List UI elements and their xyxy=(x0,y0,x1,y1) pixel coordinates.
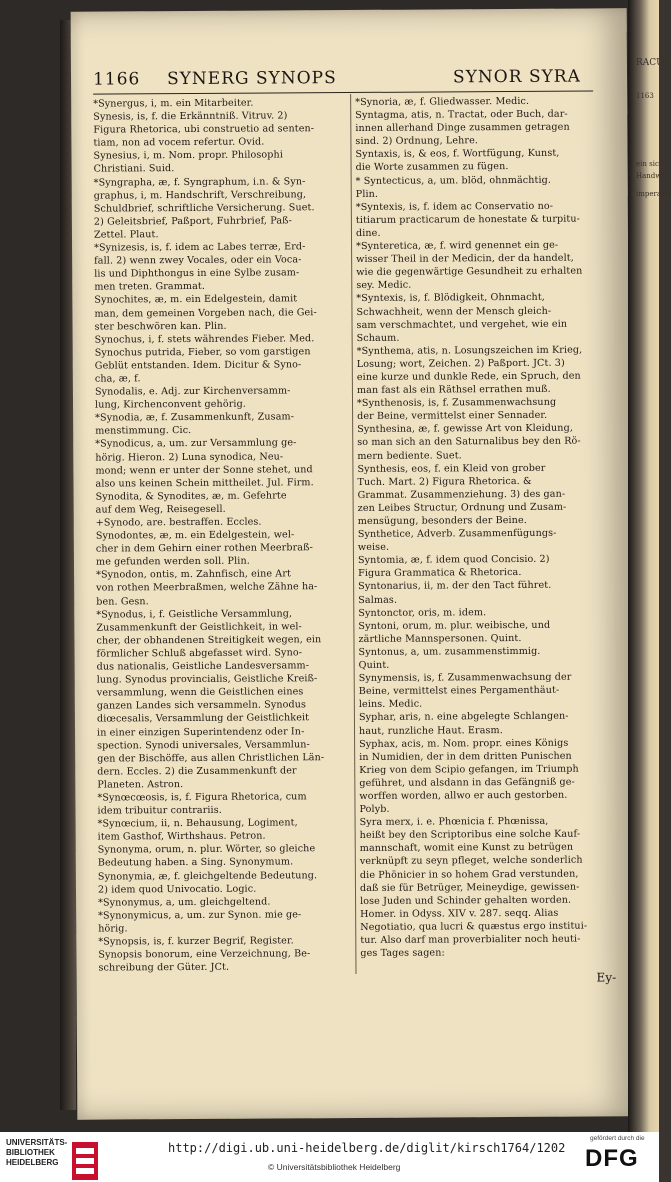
binding-text: RACUS xyxy=(636,58,670,68)
entry-line: gen der Bischöffe, aus allen Christlichen Län- xyxy=(97,751,325,765)
entry-line: Schwachheit, wenn der Mensch gleich- xyxy=(356,305,552,318)
funder-caption: gefördert durch die xyxy=(590,1135,645,1142)
page-number: 1166 xyxy=(92,69,141,90)
entry-line: *Synthenosis, is, f. Zusammenwachsung xyxy=(356,396,557,410)
entry-line: leins. Medic. xyxy=(358,698,423,711)
entry-line: man fast als ein Räthsel errathen muß. xyxy=(356,383,551,397)
entry-line: +Synodo, are. bestraffen. Eccles. xyxy=(95,516,262,529)
entry-line: graphus, i, m. Handschrift, Verschreibung, xyxy=(93,188,307,202)
entry-line: Homer. in Odyss. XIV v. 287. seqq. Alias xyxy=(360,907,559,920)
entry-line: mensügung, besonders der Beine. xyxy=(357,514,527,527)
header-rule xyxy=(93,91,593,95)
entry-line: *Synteretica, æ, f. wird genennet ein ge- xyxy=(356,239,559,253)
entry-line: förmlicher Schluß abgefasset wird. Syno- xyxy=(96,647,303,660)
entry-line: von rothen Meerbraßmen, welche Zähne ha- xyxy=(96,581,318,595)
entry-line: Syntonus, a, um. zusammenstimmig. xyxy=(358,645,541,658)
entry-line: Plin. xyxy=(355,188,379,200)
entry-line: *Synodon, ontis, m. Zahnfisch, eine Art xyxy=(96,568,292,581)
entry-line: ster beschwören kan. Plin. xyxy=(94,320,227,333)
entry-line: Bedeutung haben. a Sing. Synonymum. xyxy=(97,856,294,869)
entry-line: *Synonymicus, a, um. zur Synon. mie ge- xyxy=(98,909,302,922)
entry-line: mern bediente. Suet. xyxy=(357,449,462,462)
entry-line: man, dem gemeinen Vorgeben nach, die Gei- xyxy=(94,306,317,320)
entry-line: ben. Gesn. xyxy=(96,595,149,608)
entry-line: *Syntexis, is, f. Blödigkeit, Ohnmacht, xyxy=(356,292,545,305)
entry-line: Schaum. xyxy=(356,332,400,344)
entry-line: heißt bey den Scriptoribus eine solche Kauf- xyxy=(359,828,581,842)
entry-line: der Beine, vermittelst einer Sennader. xyxy=(357,410,548,423)
entry-line: dern. Eccles. 2) die Zusammenkunft der xyxy=(97,765,297,778)
entry-line: *Synodus, i, f. Geistliche Versammlung, xyxy=(96,608,293,621)
entry-line: dus nationalis, Geistliche Landesversamm- xyxy=(96,660,310,673)
entry-line: *Synodicus, a, um. zur Versammlung ge- xyxy=(95,437,297,451)
library-logo[interactable] xyxy=(6,1138,104,1176)
viewer-footer xyxy=(0,1132,659,1182)
entry-line: titiarum practicarum de honestate & turpitu- xyxy=(355,213,581,226)
entry-line: Synochus, i, f. stets währendes Fieber. Med. xyxy=(94,332,315,346)
entry-line: hörig. xyxy=(98,923,128,935)
entry-line: Christiani. Suid. xyxy=(93,163,175,176)
entry-line: Negotiatio, qua lucri & quæstus ergo institui- xyxy=(360,920,588,933)
entry-line: *Synergus, i, m. ein Mitarbeiter. xyxy=(93,97,254,110)
entry-line: Tuch. Mart. 2) Figura Rhetorica. & xyxy=(357,475,532,488)
entry-line: Synymensis, is, f. Zusammenwachsung der xyxy=(358,671,572,685)
entry-line: diœcesalis, Versammlung der Geistlichkeit xyxy=(96,712,310,725)
entry-line: Synodalis, e. Adj. zur Kirchenversamm- xyxy=(94,385,291,398)
library-mark-icon xyxy=(72,1142,98,1180)
entry-line: Synochites, æ, m. ein Edelgestein, damit xyxy=(94,293,298,306)
entry-line: *Synopsis, is, f. kurzer Begrif, Register. xyxy=(98,935,294,948)
entry-line: zen Leibes Structur, Ordnung und Zusam- xyxy=(357,501,567,514)
entry-line: tur. Also darf man proverbialiter noch heuti- xyxy=(360,933,581,946)
entry-line: lung, Kirchenconvent gehörig. xyxy=(94,398,246,411)
entry-line: Synesis, is, f. die Erkänntniß. Vitruv. 2) xyxy=(93,110,288,123)
entry-line: tiam, non ad vocem refertur. Ovid. xyxy=(93,136,265,149)
entry-line: lung. Synodus provincialis, Geistliche Kreiß- xyxy=(96,673,318,686)
entry-line: Syphax, acis, m. Nom. propr. eines Königs xyxy=(359,737,569,750)
entry-line: *Synoria, æ, f. Gliedwasser. Medic. xyxy=(355,95,530,108)
entry-line: innen allerhand Dinge zusammen getragen xyxy=(355,121,570,135)
entry-line: schreibung der Güter. JCt. xyxy=(98,961,230,974)
entry-line: Syntagma, atis, n. Tractat, oder Buch, dar- xyxy=(355,108,568,122)
entry-line: zärtliche Mannspersonen. Quint. xyxy=(358,632,522,645)
binding-text: 1163 xyxy=(636,92,654,100)
entry-line: me gefunden werden soll. Plin. xyxy=(95,555,250,568)
entry-line: lis und Diphthongus in eine Sylbe zusam- xyxy=(94,267,300,280)
entry-line: auf dem Weg, Reisegesell. xyxy=(95,503,226,516)
entry-line: Synesius, i, m. Nom. propr. Philosophi xyxy=(93,149,284,162)
entry-line: Zusammenkunft der Geistlichkeit, in wel- xyxy=(96,621,302,634)
entry-line: in einer einzigen Superintendenz oder In- xyxy=(96,725,305,739)
catchword: Ey- xyxy=(596,970,617,985)
entry-line: Grammat. Zusammenziehung. 3) des gan- xyxy=(357,488,566,501)
dictionary-page xyxy=(71,8,634,1119)
entry-line: die Worte zusammen zu fügen. xyxy=(355,161,509,174)
entry-line: fall. 2) wenn zwey Vocales, oder ein Voca- xyxy=(94,254,302,267)
entry-line: cha, æ, f. xyxy=(94,373,141,385)
entry-line: * Syntecticus, a, um. blöd, ohnmächtig. xyxy=(355,174,552,187)
binding-text: ein sich xyxy=(636,160,664,168)
entry-line: sam verschmachtet, und vergehet, wie ein xyxy=(356,318,568,331)
entry-line: *Synœcium, ii, n. Behausung, Logiment, xyxy=(97,817,298,830)
entry-line: Syntomia, æ, f. idem quod Concisio. 2) xyxy=(357,554,550,567)
entry-line: haut, runzliche Haut. Erasm. xyxy=(358,724,503,737)
entry-line: item Gasthof, Wirthshaus. Petron. xyxy=(97,830,266,843)
entry-line: ganzen Landes sich versammeln. Synodus xyxy=(96,699,307,712)
entry-line: Beine, vermittelst eines Pergamenthäut- xyxy=(358,684,560,698)
entry-line: Synopsis bonorum, eine Verzeichnung, Be- xyxy=(98,948,311,961)
entry-line: 2) Geleitsbrief, Paßport, Fuhrbrief, Paß- xyxy=(93,215,293,228)
entry-line: worffen worden, allwo er auch gestorben. xyxy=(359,789,568,802)
entry-line: so man sich an den Saturnalibus bey den Rö- xyxy=(357,436,581,449)
entry-line: wisser Theil in der Medicin, der da handelt, xyxy=(356,252,574,266)
entry-line: idem tribuitur contrariis. xyxy=(97,804,222,817)
entry-line: mond; wenn er unter der Sonne stehet, und xyxy=(95,463,313,477)
binding-text: Handw xyxy=(636,172,662,180)
entry-line: Krieg von dem Scipio gefangen, im Triumph xyxy=(359,763,579,776)
left-running-head: SYNERG SYNOPS xyxy=(166,68,337,90)
permalink[interactable]: http://digi.ub.uni-heidelberg.de/diglit/kirsch1764/1202 xyxy=(168,1141,566,1155)
entry-line: Figura Grammatica & Rhetorica. xyxy=(358,567,522,580)
entry-line: in Numidien, der in dem dritten Punischen xyxy=(359,750,572,763)
entry-line: menstimmung. Cic. xyxy=(95,425,192,437)
entry-line: Figura Rhetorica, ubi construetio ad senten- xyxy=(93,123,315,136)
library-name: UNIVERSITÄTS- BIBLIOTHEK HEIDELBERG xyxy=(6,1138,68,1167)
entry-line: die Phönicier in so hohem Grad verstunden, xyxy=(359,868,579,881)
entry-line: Synonymia, æ, f. gleichgeltende Bedeutung. xyxy=(97,869,318,883)
entry-line: wie die gegenwärtige Gesundheit zu erhalten xyxy=(356,265,583,279)
entry-line: eine kurze und dunkle Rede, ein Spruch, den xyxy=(356,370,581,383)
binding-text: imperator xyxy=(636,190,671,198)
entry-line: men treten. Grammat. xyxy=(94,281,206,293)
entry-line: *Syngrapha, æ, f. Syngraphum, i.n. & Syn- xyxy=(93,175,306,189)
entry-line: 2) idem quod Univocatio. Logic. xyxy=(97,883,257,896)
right-column xyxy=(355,94,604,960)
entry-line: Geblüt entstanden. Idem. Dicitur & Syno- xyxy=(94,359,302,372)
entry-line: cher in dem Gehirn einer rothen Meerbraß- xyxy=(95,542,313,555)
entry-line: *Synodia, æ, f. Zusammenkunft, Zusam- xyxy=(95,411,295,424)
entry-line: Synthesis, eos, f. ein Kleid von grober xyxy=(357,462,546,475)
entry-line: Synodita, & Synodites, æ, m. Gefehrte xyxy=(95,490,287,503)
entry-line: Syntoni, orum, m. plur. weibische, und xyxy=(358,619,551,632)
entry-line: spection. Synodi universales, Versammlun- xyxy=(97,738,310,752)
left-column xyxy=(93,96,352,975)
entry-line: sind. 2) Ordnung, Lehre. xyxy=(355,135,479,148)
entry-line: *Synthema, atis, n. Losungszeichen im Krieg, xyxy=(356,344,583,357)
entry-line: *Synonymus, a, um. gleichgeltend. xyxy=(98,896,271,909)
entry-line: *Syntexis, is, f. idem ac Conservatio no- xyxy=(355,200,554,213)
entry-line: daß sie für Betrüger, Meineydige, gewissen- xyxy=(359,881,580,894)
entry-line: mannschaft, womit eine Kunst zu betrügen xyxy=(359,841,574,855)
entry-line: Polyb. xyxy=(359,803,390,816)
entry-line: Planeten. Astron. xyxy=(97,778,184,791)
entry-line: Zettel. Plaut. xyxy=(93,229,159,241)
next-page-edge xyxy=(628,0,671,1132)
entry-line: *Synœcœosis, is, f. Figura Rhetorica, cum xyxy=(97,791,307,804)
entry-line: Synodontes, æ, m. ein Edelgestein, wel- xyxy=(95,529,295,542)
entry-line: dine. xyxy=(355,227,381,239)
entry-line: Synochus putrida, Fieber, so vom garstigen xyxy=(94,346,311,359)
entry-line: Synthetice, Adverb. Zusammenfügungs- xyxy=(357,527,557,541)
entry-line: Syntonctor, oris, m. idem. xyxy=(358,606,487,619)
entry-line: ges Tages sagen: xyxy=(360,947,445,960)
dfg-logo[interactable]: DFG xyxy=(585,1145,639,1172)
entry-line: cher, der obhandenen Streitigkeit wegen, ein xyxy=(96,634,322,647)
entry-line: versammlung, wenn die Geistlichen eines xyxy=(96,686,304,699)
entry-line: Quint. xyxy=(358,659,390,671)
entry-line: lose Juden und Schinder gehalten worden. xyxy=(360,894,572,907)
entry-line: Synonyma, orum, n. plur. Wörter, so gleiche xyxy=(97,843,316,856)
entry-line: Synthesina, æ, f. gewisse Art von Kleidung, xyxy=(357,422,574,436)
entry-line: Losung; wort, Zeichen. 2) Paßport. JCt. 3) xyxy=(356,357,565,370)
entry-line: Salmas. xyxy=(358,594,398,606)
entry-line: Syntonarius, ii, m. der den Tact führet. xyxy=(358,580,552,593)
entry-line: Syntaxis, is, & eos, f. Wortfügung, Kunst, xyxy=(355,148,560,161)
entry-line: verknüpft zu seyn pfleget, welche sonderlich xyxy=(359,855,583,868)
entry-line: *Synizesis, is, f. idem ac Labes terræ, Erd- xyxy=(94,241,306,254)
entry-line: geführet, und alsdann in das Gefängniß ge- xyxy=(359,776,575,789)
entry-line: also uns keinen Schein mittheilet. Jul. Firm. xyxy=(95,476,314,490)
entry-line: Syphar, aris, n. eine abgelegte Schlangen- xyxy=(358,711,569,724)
entry-line: sey. Medic. xyxy=(356,279,412,292)
entry-line: Schuldbrief, schriftliche Versicherung. Suet. xyxy=(93,201,315,215)
right-running-head: SYNOR SYRA xyxy=(452,66,581,88)
entry-line: weise. xyxy=(357,541,390,554)
copyright-note: © Universitätsbibliothek Heidelberg xyxy=(268,1162,401,1172)
entry-line: hörig. Hieron. 2) Luna synodica, Neu- xyxy=(95,450,284,464)
entry-line: Syra merx, i. e. Phœnicia f. Phœnissa, xyxy=(359,815,549,829)
